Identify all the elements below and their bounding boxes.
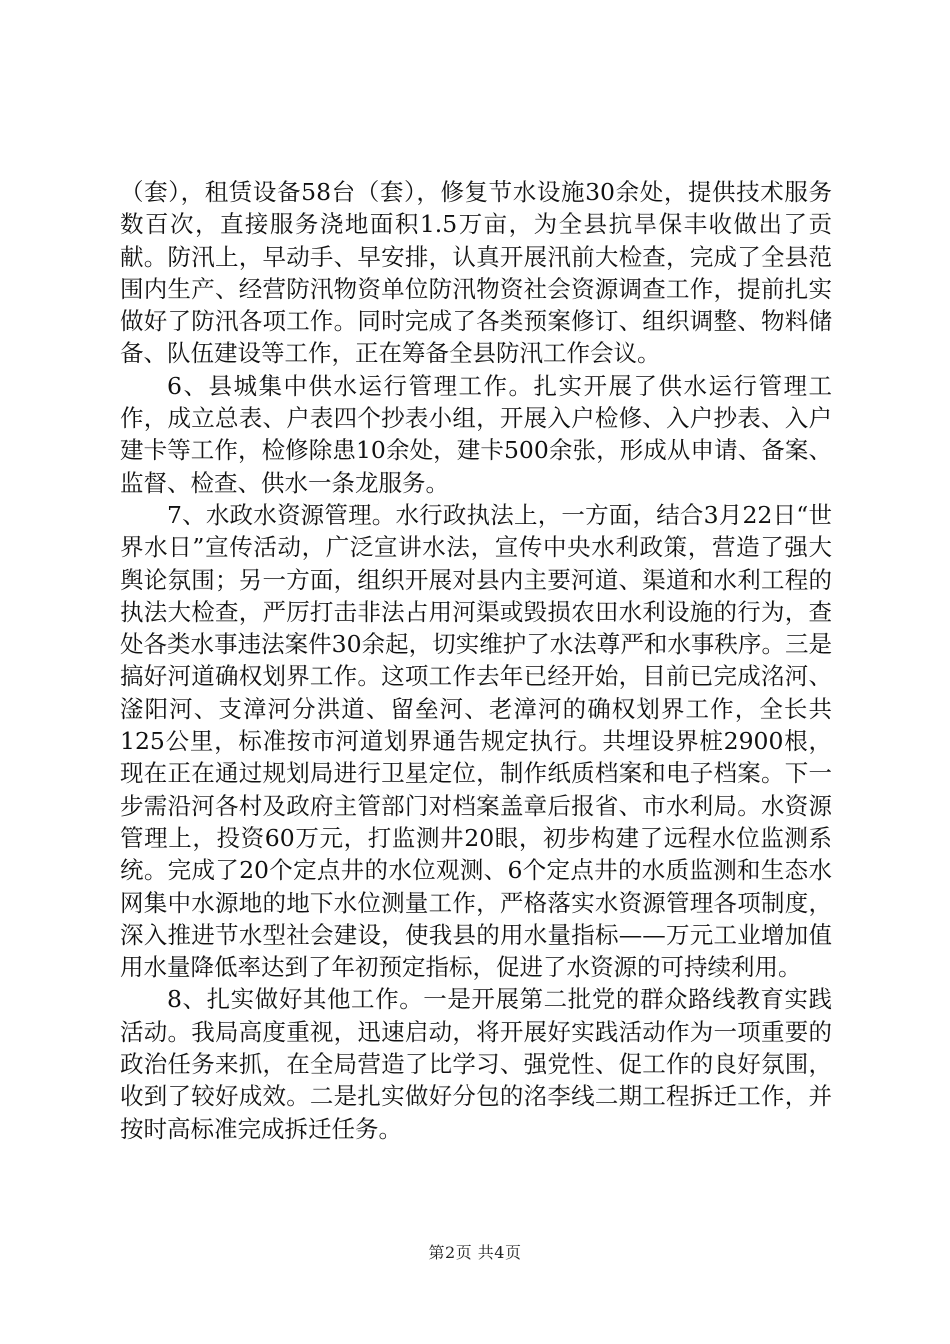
paragraph-item-8: 8、扎实做好其他工作。一是开展第二批党的群众路线教育实践活动。我局高度重视，迅速启动，将开展好实践活动作为一项重要的政治任务来抓，在全局营造了比学习、强党性、促工作的良好氛围，收到了较好成效。二是扎实做好分包的洺李线二期工程拆迁工作，并按时高标准完成拆迁任务。 — [120, 985, 832, 1143]
page-number-footer: 第2页 共4页 — [428, 1243, 522, 1262]
paragraph-item-6: 6、县城集中供水运行管理工作。扎实开展了供水运行管理工作，成立总表、户表四个抄表小组，开展入户检修、入户抄表、入户建卡等工作，检修除患10余处，建卡500余张，形成从申请、备案、监督、检查、供水一条龙服务。 — [120, 371, 832, 497]
paragraph-item-7: 7、水政水资源管理。水行政执法上，一方面，结合3月22日“世界水日”宣传活动，广泛宣讲水法，宣传中央水利政策，营造了强大舆论氛围；另一方面，组织开展对县内主要河道、渠道和水利工程的执法大检查，严厉打击非法占用河渠或毁损农田水利设施的行为，查处各类水事违法案件30余起，切实维护了水法尊严和水事秩序。三是搞好河道确权划界工作。这项工作去年已经开始，目前已完成洺河、滏阳河、支漳河分洪道、留垒河、老漳河的确权划界工作，全长共125公里，标准按市河道划界通告规定执行。共埋设界桩2900根，现在正在通过规划局进行卫星定位，制作纸质档案和电子档案。下一步需沿河各村及政府主管部门对档案盖章后报省、市水利局。水资源管理上，投资60万元，打监测井20眼，初步构建了远程水位监测系统。完成了20个定点井的水位观测、6个定点井的水质监测和生态水网集中水源地的地下水位测量工作，严格落实水资源管理各项制度，深入推进节水型社会建设，使我县的用水量指标——万元工业增加值用水量降低率达到了年初预定指标，促进了水资源的可持续利用。 — [120, 500, 832, 982]
paragraph-continued: （套），租赁设备58台（套），修复节水设施30余处，提供技术服务数百次，直接服务浇地面积1.5万亩，为全县抗旱保丰收做出了贡献。防汛上，早动手、早安排，认真开展汛前大检查，完成了全县范围内生产、经营防汛物资单位防汛物资社会资源调查工作，提前扎实做好了防汛各项工作。同时完成了各类预案修订、组织调整、物料储备、队伍建设等工作，正在筹备全县防汛工作会议。 — [120, 178, 832, 368]
document-body — [120, 176, 832, 1145]
